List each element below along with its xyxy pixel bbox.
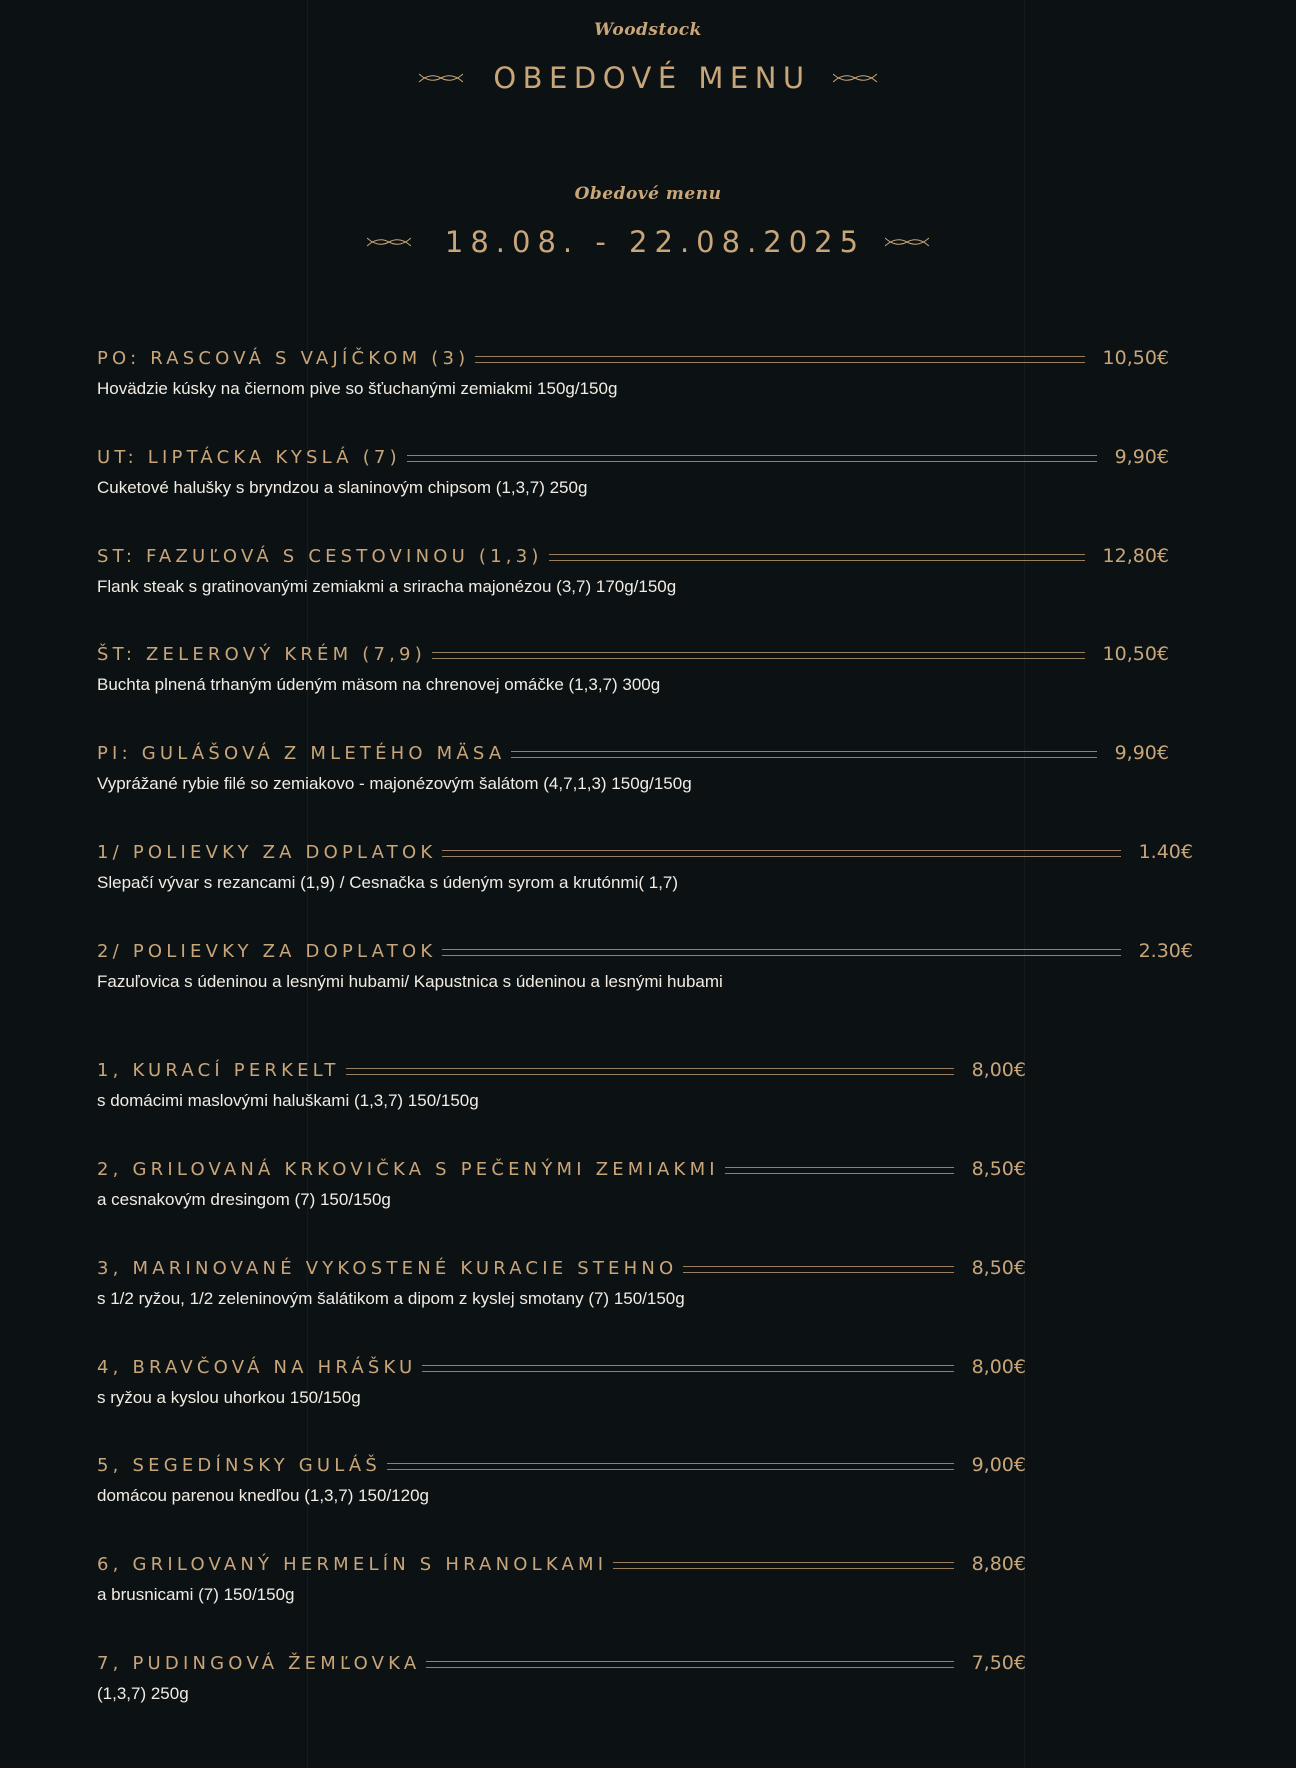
item-price: 8,50€ bbox=[971, 1257, 1026, 1279]
item-name: ŠT: ZELEROVÝ KRÉM (7,9) bbox=[97, 643, 426, 665]
item-name: 1, KURACÍ PERKELT bbox=[97, 1059, 340, 1081]
menu-item bbox=[97, 940, 1193, 992]
price-leader bbox=[346, 1068, 954, 1075]
item-description: Cuketové halušky s bryndzou a slaninovým chipsom (1,3,7) 250g bbox=[97, 478, 588, 497]
price-leader bbox=[387, 1463, 954, 1470]
item-name: 2/ POLIEVKY ZA DOPLATOK bbox=[97, 940, 437, 962]
item-name: UT: LIPTÁCKA KYSLÁ (7) bbox=[97, 446, 401, 468]
flourish-right-icon bbox=[885, 235, 929, 249]
item-description: Vyprážané rybie filé so zemiakovo - majonézovým šalátom (4,7,1,3) 150g/150g bbox=[97, 774, 692, 793]
price-leader bbox=[442, 850, 1120, 857]
menu-item bbox=[97, 1158, 1026, 1210]
menu-item bbox=[97, 446, 1169, 498]
item-name: 7, PUDINGOVÁ ŽEMĽOVKA bbox=[97, 1652, 421, 1674]
item-name: 6, GRILOVANÝ HERMELÍN S HRANOLKAMI bbox=[97, 1553, 608, 1575]
item-name: 5, SEGEDÍNSKY GULÁŠ bbox=[97, 1454, 382, 1476]
date-range: 18.08. - 22.08.2025 bbox=[444, 225, 866, 259]
item-price: 10,50€ bbox=[1102, 643, 1169, 665]
brand-name: Woodstock bbox=[594, 20, 702, 40]
item-description: domácou parenou knedľou (1,3,7) 150/120g bbox=[97, 1486, 429, 1505]
menu-item bbox=[97, 1454, 1026, 1506]
item-description: Slepačí vývar s rezancami (1,9) / Cesnačka s údeným syrom a krutónmi( 1,7) bbox=[97, 873, 679, 892]
item-price: 7,50€ bbox=[971, 1652, 1026, 1674]
price-leader bbox=[426, 1661, 953, 1668]
item-name: ST: FAZUĽOVÁ S CESTOVINOU (1,3) bbox=[97, 545, 543, 567]
week-subtitle: Obedové menu bbox=[574, 184, 722, 204]
menu-item bbox=[97, 841, 1193, 893]
menu-item bbox=[97, 1059, 1026, 1111]
menu-item bbox=[97, 1553, 1026, 1605]
price-leader bbox=[683, 1266, 953, 1273]
date-range-row bbox=[0, 222, 1296, 262]
item-name: 3, MARINOVANÉ VYKOSTENÉ KURACIE STEHNO bbox=[97, 1257, 678, 1279]
menu-item bbox=[97, 1652, 1026, 1704]
item-description: a brusnicami (7) 150/150g bbox=[97, 1585, 295, 1604]
menu-item bbox=[97, 643, 1169, 695]
item-price: 8,50€ bbox=[971, 1158, 1026, 1180]
item-price: 1.40€ bbox=[1138, 841, 1193, 863]
item-description: a cesnakovým dresingom (7) 150/150g bbox=[97, 1190, 391, 1209]
item-price: 9,90€ bbox=[1114, 446, 1169, 468]
menu-item bbox=[97, 347, 1169, 399]
item-name: PO: RASCOVÁ S VAJÍČKOM (3) bbox=[97, 347, 470, 369]
price-leader bbox=[422, 1365, 953, 1372]
flourish-left-icon bbox=[367, 235, 411, 249]
item-name: 1/ POLIEVKY ZA DOPLATOK bbox=[97, 841, 437, 863]
item-description: Hovädzie kúsky na čiernom pive so šťuchanými zemiakmi 150g/150g bbox=[97, 379, 618, 398]
item-price: 8,80€ bbox=[971, 1553, 1026, 1575]
item-description: Fazuľovica s údeninou a lesnými hubami/ Kapustnica s údeninou a lesnými hubami bbox=[97, 972, 723, 991]
item-price: 12,80€ bbox=[1102, 545, 1169, 567]
item-description: s 1/2 ryžou, 1/2 zeleninovým šalátikom a dipom z kyslej smotany (7) 150/150g bbox=[97, 1289, 685, 1308]
item-description: (1,3,7) 250g bbox=[97, 1684, 189, 1703]
price-leader bbox=[475, 356, 1084, 363]
menu-item bbox=[97, 1257, 1026, 1309]
item-price: 2.30€ bbox=[1138, 940, 1193, 962]
flourish-right-icon bbox=[833, 71, 877, 85]
price-leader bbox=[442, 949, 1120, 956]
page-title-row bbox=[0, 58, 1296, 98]
item-description: Buchta plnená trhaným údeným mäsom na chrenovej omáčke (1,3,7) 300g bbox=[97, 675, 661, 694]
price-leader bbox=[549, 554, 1085, 561]
item-price: 10,50€ bbox=[1102, 347, 1169, 369]
item-name: 4, BRAVČOVÁ NA HRÁŠKU bbox=[97, 1356, 417, 1378]
price-leader bbox=[613, 1562, 953, 1569]
price-leader bbox=[725, 1167, 954, 1174]
item-name: 2, GRILOVANÁ KRKOVIČKA S PEČENÝMI ZEMIAKMI bbox=[97, 1158, 719, 1180]
item-description: s ryžou a kyslou uhorkou 150/150g bbox=[97, 1388, 361, 1407]
item-price: 8,00€ bbox=[971, 1356, 1026, 1378]
price-leader bbox=[407, 455, 1097, 462]
item-description: Flank steak s gratinovanými zemiakmi a sriracha majonézou (3,7) 170g/150g bbox=[97, 577, 677, 596]
menu-item bbox=[97, 1356, 1026, 1408]
menu-item bbox=[97, 742, 1169, 794]
price-leader bbox=[432, 652, 1085, 659]
item-price: 8,00€ bbox=[971, 1059, 1026, 1081]
menu-item bbox=[97, 545, 1169, 597]
flourish-left-icon bbox=[419, 71, 463, 85]
item-name: PI: GULÁŠOVÁ Z MLETÉHO MÄSA bbox=[97, 742, 506, 764]
item-price: 9,00€ bbox=[971, 1454, 1026, 1476]
price-leader bbox=[511, 751, 1096, 758]
item-price: 9,90€ bbox=[1114, 742, 1169, 764]
page-title: OBEDOVÉ MENU bbox=[493, 61, 811, 95]
item-description: s domácimi maslovými haluškami (1,3,7) 150/150g bbox=[97, 1091, 479, 1110]
